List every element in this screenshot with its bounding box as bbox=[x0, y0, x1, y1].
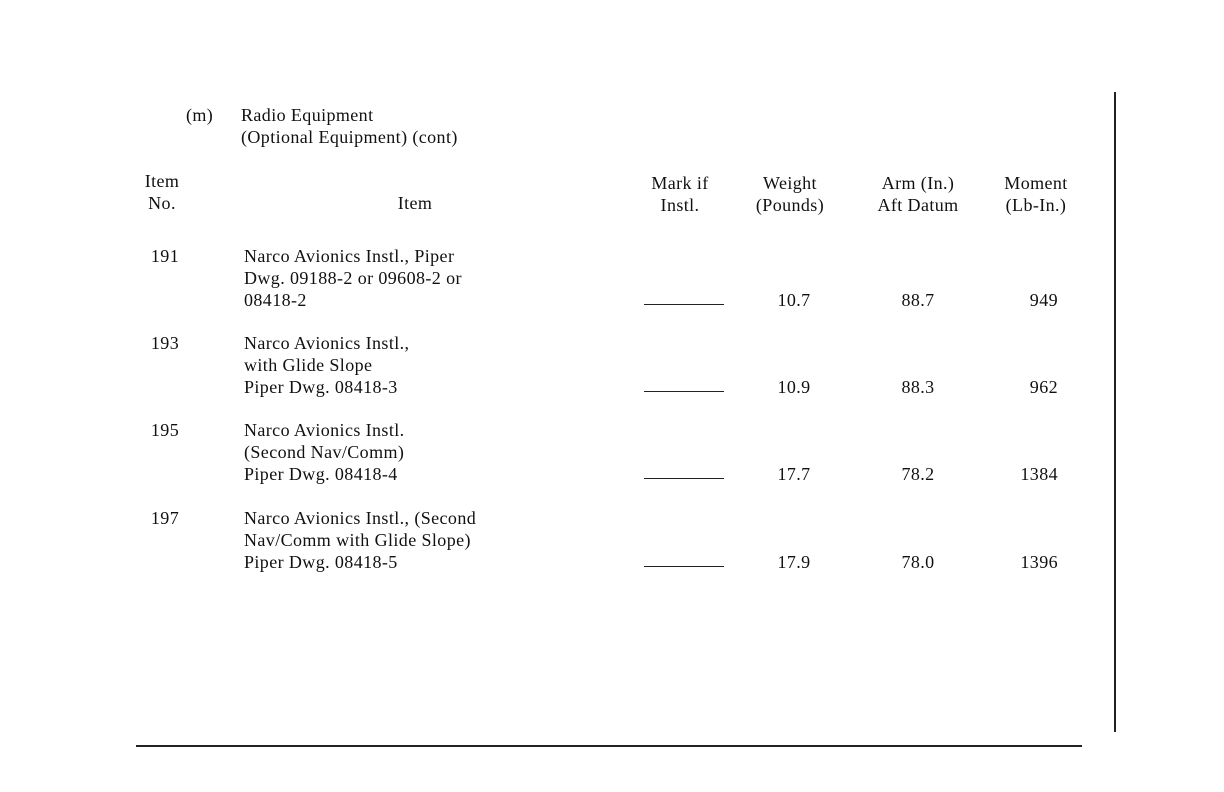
header-moment: Moment (Lb-In.) bbox=[1004, 173, 1068, 215]
item-number: 195 bbox=[150, 420, 180, 440]
weight-value: 17.9 bbox=[777, 552, 811, 572]
mark-if-installed-blank[interactable] bbox=[644, 478, 724, 479]
header-weight: Weight (Pounds) bbox=[755, 173, 825, 215]
table-row bbox=[0, 332, 1224, 402]
arm-value: 88.7 bbox=[901, 290, 935, 310]
moment-value: 1384 bbox=[1020, 464, 1058, 484]
item-description: Narco Avionics Instl., with Glide Slope Piper Dwg. 08418-3 bbox=[244, 333, 410, 397]
bottom-rule bbox=[136, 745, 1082, 747]
section-letter: (m) bbox=[186, 105, 214, 125]
table-row bbox=[0, 419, 1224, 489]
item-number: 193 bbox=[150, 333, 180, 353]
arm-value: 78.2 bbox=[901, 464, 935, 484]
header-item: Item bbox=[397, 193, 433, 213]
weight-value: 10.7 bbox=[777, 290, 811, 310]
mark-if-installed-blank[interactable] bbox=[644, 391, 724, 392]
weight-value: 17.7 bbox=[777, 464, 811, 484]
table-row bbox=[0, 507, 1224, 577]
mark-if-installed-blank[interactable] bbox=[644, 304, 724, 305]
arm-value: 88.3 bbox=[901, 377, 935, 397]
header-item-no: Item No. bbox=[144, 171, 180, 213]
item-description: Narco Avionics Instl. (Second Nav/Comm) Piper Dwg. 08418-4 bbox=[244, 420, 405, 484]
header-arm: Arm (In.) Aft Datum bbox=[877, 173, 959, 215]
item-number: 191 bbox=[150, 246, 180, 266]
margin-rule bbox=[1114, 92, 1116, 732]
item-description: Narco Avionics Instl., Piper Dwg. 09188-2 or 09608-2 or 08418-2 bbox=[244, 246, 462, 310]
table-row bbox=[0, 245, 1224, 315]
section-subtitle: (Optional Equipment) (cont) bbox=[241, 127, 458, 147]
item-description: Narco Avionics Instl., (Second Nav/Comm with Glide Slope) Piper Dwg. 08418-5 bbox=[244, 508, 477, 572]
mark-if-installed-blank[interactable] bbox=[644, 566, 724, 567]
section-title: Radio Equipment bbox=[241, 105, 374, 125]
weight-value: 10.9 bbox=[777, 377, 811, 397]
moment-value: 949 bbox=[1029, 290, 1058, 310]
moment-value: 1396 bbox=[1020, 552, 1058, 572]
item-number: 197 bbox=[150, 508, 180, 528]
arm-value: 78.0 bbox=[901, 552, 935, 572]
header-mark-if-installed: Mark if Instl. bbox=[651, 173, 709, 215]
moment-value: 962 bbox=[1029, 377, 1058, 397]
